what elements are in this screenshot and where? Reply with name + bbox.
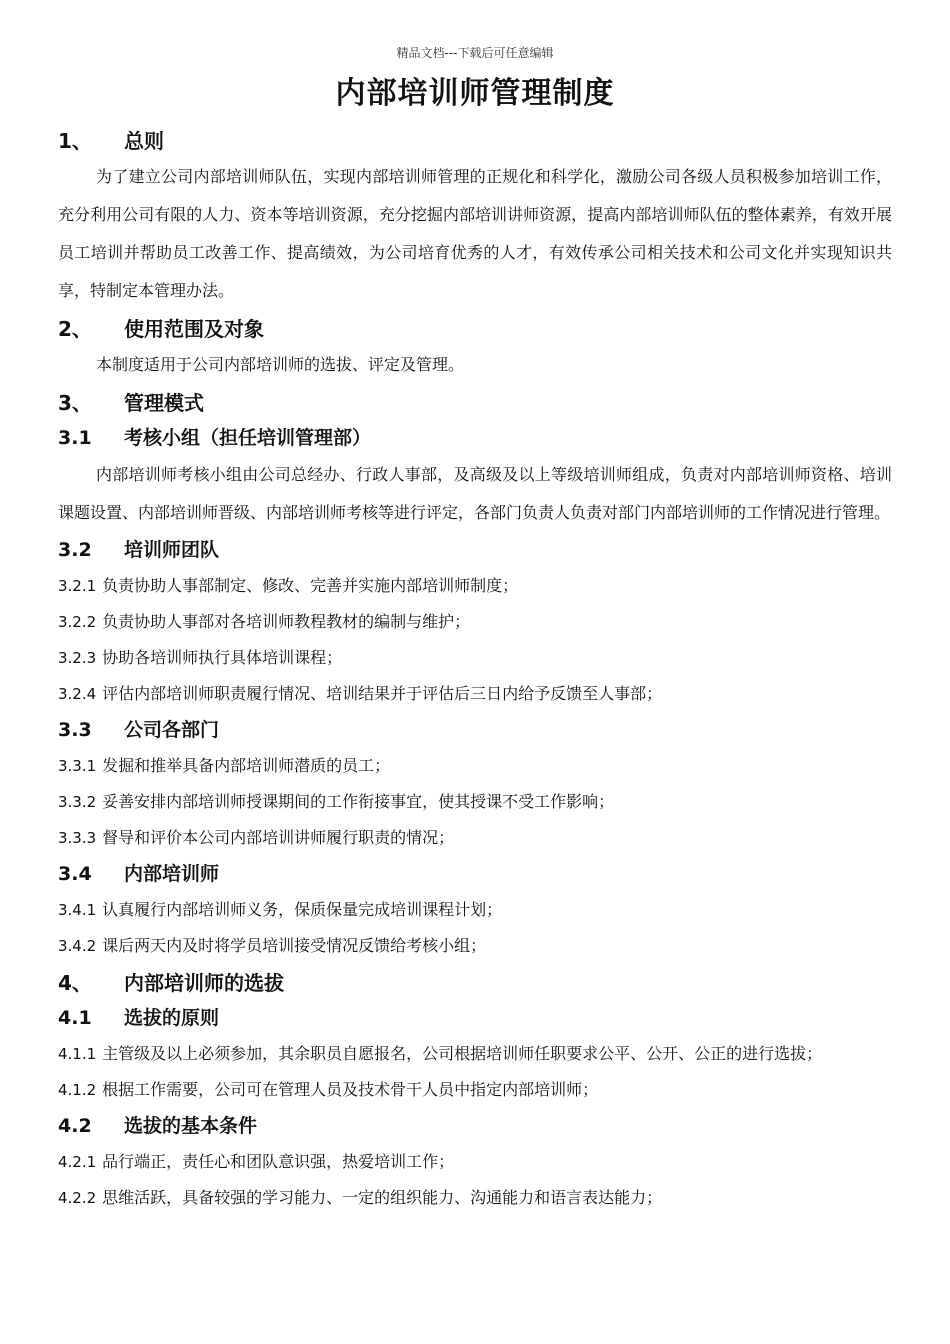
subsection-number: 4.1 xyxy=(58,1007,92,1029)
section-heading-3 xyxy=(58,386,892,420)
section-heading-1 xyxy=(58,124,892,158)
item-number: 3.2.1 xyxy=(58,577,97,595)
section-number: 2、 xyxy=(58,317,92,341)
list-item xyxy=(58,1072,892,1108)
list-item xyxy=(58,568,892,604)
item-text: 认真履行内部培训师义务，保质保量完成培训课程计划； xyxy=(102,900,503,919)
section-number: 3、 xyxy=(58,391,92,415)
section-heading-2 xyxy=(58,312,892,346)
item-number: 4.1.2 xyxy=(58,1081,97,1099)
item-number: 4.1.1 xyxy=(58,1045,97,1063)
subsection-title: 公司各部门 xyxy=(124,719,220,741)
item-number: 3.3.2 xyxy=(58,793,97,811)
subsection-title: 培训师团队 xyxy=(124,539,220,561)
list-item xyxy=(58,604,892,640)
item-text: 思维活跃，具备较强的学习能力、一定的组织能力、沟通能力和语言表达能力； xyxy=(102,1188,663,1207)
item-number: 3.2.2 xyxy=(58,613,97,631)
item-text: 负责协助人事部制定、修改、完善并实施内部培训师制度； xyxy=(102,576,519,595)
subsection-number: 3.1 xyxy=(58,427,92,449)
item-number: 3.4.1 xyxy=(58,901,97,919)
list-item xyxy=(58,1144,892,1180)
item-text: 协助各培训师执行具体培训课程； xyxy=(102,648,343,667)
item-number: 3.3.3 xyxy=(58,829,97,847)
subsection-heading-4-1 xyxy=(58,1000,892,1036)
subsection-number: 3.4 xyxy=(58,863,92,885)
item-text: 负责协助人事部对各培训师教程教材的编制与维护； xyxy=(102,612,471,631)
section-paragraph: 本制度适用于公司内部培训师的选拔、评定及管理。 xyxy=(96,355,465,374)
list-item xyxy=(58,784,892,820)
section-paragraph: 为了建立公司内部培训师队伍，实现内部培训师管理的正规化和科学化，激励公司各级人员积极参加培训工作，充分利用公司有限的人力、资本等培训资源，充分挖掘内部培训讲师资源，提高内部培训师队伍的整体素养，有效开展员工培训并帮助员工改善工作、提高绩效，为公司培育优秀的人才，有效传承公司相关技术和公司文化并实现知识共享，特制定本管理办法。 xyxy=(58,167,892,300)
list-item xyxy=(58,1180,892,1216)
item-text: 妥善安排内部培训师授课期间的工作衔接事宜，使其授课不受工作影响； xyxy=(102,792,615,811)
subsection-title: 选拔的原则 xyxy=(124,1007,220,1029)
section-paragraph: 内部培训师考核小组由公司总经办、行政人事部，及高级及以上等级培训师组成，负责对内部培训师资格、培训课题设置、内部培训师晋级、内部培训师考核等进行评定，各部门负责人负责对部门内部培训师的工作情况进行管理。 xyxy=(58,465,892,522)
section-title: 总则 xyxy=(124,129,164,153)
section-title: 内部培训师的选拔 xyxy=(124,971,284,995)
item-text: 根据工作需要，公司可在管理人员及技术骨干人员中指定内部培训师； xyxy=(102,1080,599,1099)
item-text: 课后两天内及时将学员培训接受情况反馈给考核小组； xyxy=(102,936,487,955)
item-number: 3.2.3 xyxy=(58,649,97,667)
list-item xyxy=(58,748,892,784)
item-number: 3.4.2 xyxy=(58,937,97,955)
header-note: 精品文档---下载后可任意编辑 xyxy=(396,46,554,60)
section-title: 管理模式 xyxy=(124,391,204,415)
list-item xyxy=(58,820,892,856)
item-text: 发掘和推举具备内部培训师潜质的员工； xyxy=(102,756,391,775)
item-number: 3.2.4 xyxy=(58,685,97,703)
item-text: 评估内部培训师职责履行情况、培训结果并于评估后三日内给予反馈至人事部； xyxy=(102,684,663,703)
document-body xyxy=(58,122,892,1216)
document-title: 内部培训师管理制度 xyxy=(335,76,615,111)
subsection-title: 考核小组（担任培训管理部） xyxy=(124,427,372,449)
list-item xyxy=(58,892,892,928)
item-number: 4.2.2 xyxy=(58,1189,97,1207)
section-number: 4、 xyxy=(58,971,92,995)
item-number: 4.2.1 xyxy=(58,1153,97,1171)
item-text: 主管级及以上必须参加，其余职员自愿报名，公司根据培训师任职要求公平、公开、公正的进行选拔； xyxy=(102,1044,823,1063)
subsection-title: 内部培训师 xyxy=(124,863,220,885)
list-item xyxy=(58,928,892,964)
subsection-number: 3.3 xyxy=(58,719,92,741)
section-number: 1、 xyxy=(58,129,92,153)
subsection-title: 选拔的基本条件 xyxy=(124,1115,258,1137)
list-item xyxy=(58,640,892,676)
section-title: 使用范围及对象 xyxy=(124,317,264,341)
section-heading-4 xyxy=(58,966,892,1000)
list-item xyxy=(58,676,892,712)
item-text: 督导和评价本公司内部培训讲师履行职责的情况； xyxy=(102,828,455,847)
subsection-heading-3-3 xyxy=(58,712,892,748)
subsection-number: 4.2 xyxy=(58,1115,92,1137)
subsection-heading-3-4 xyxy=(58,856,892,892)
subsection-heading-3-2 xyxy=(58,532,892,568)
subsection-heading-3-1 xyxy=(58,420,892,456)
subsection-heading-4-2 xyxy=(58,1108,892,1144)
list-item xyxy=(58,1036,892,1072)
subsection-number: 3.2 xyxy=(58,539,92,561)
item-number: 3.3.1 xyxy=(58,757,97,775)
item-text: 品行端正，责任心和团队意识强，热爱培训工作； xyxy=(102,1152,455,1171)
